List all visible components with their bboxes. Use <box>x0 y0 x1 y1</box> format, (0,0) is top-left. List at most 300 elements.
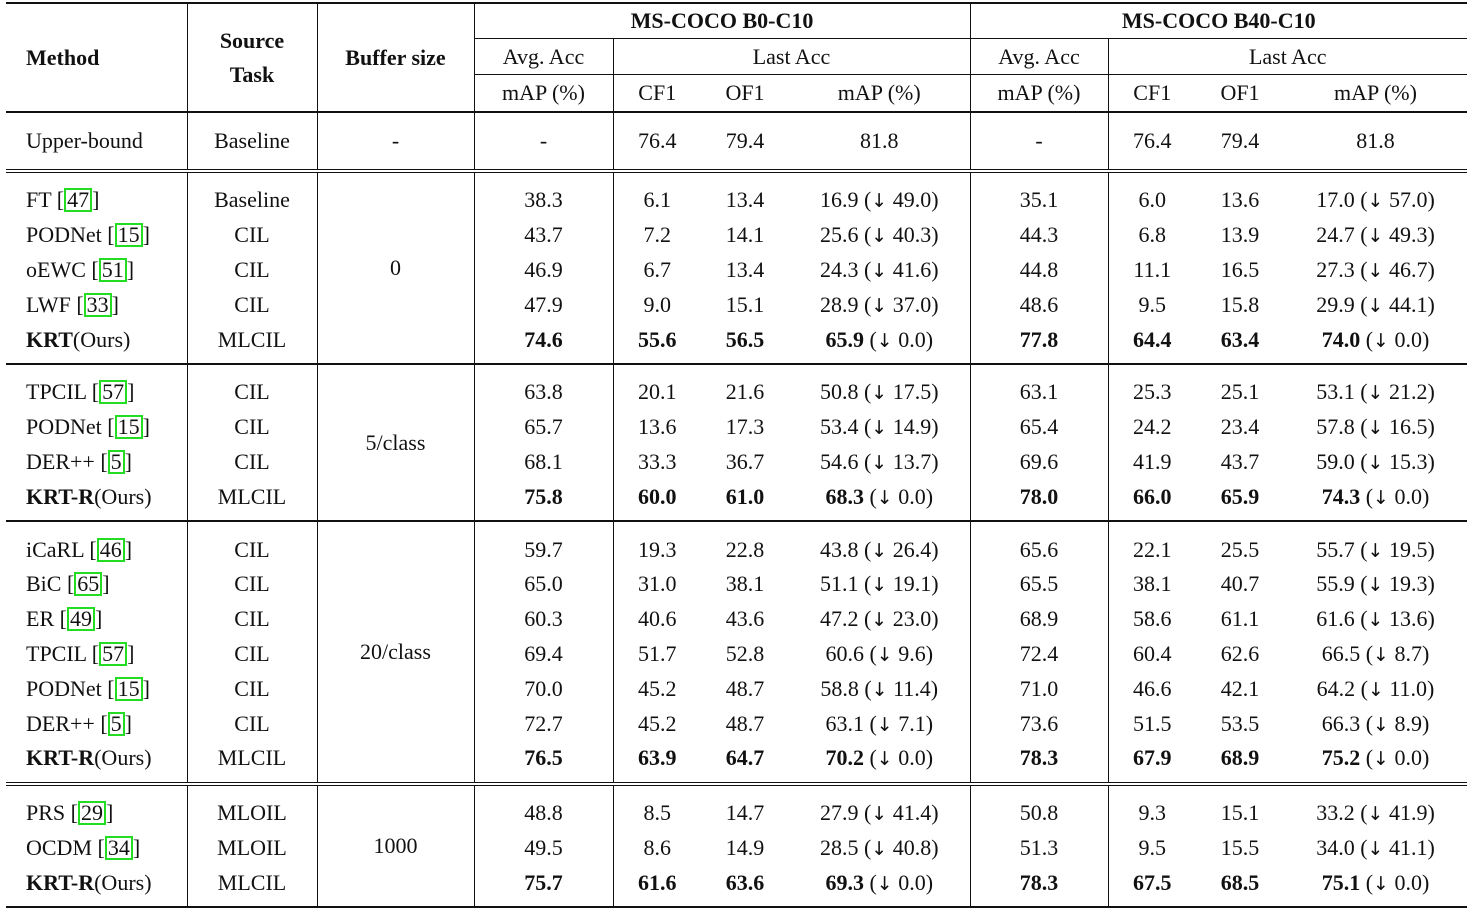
table-body <box>6 112 1467 907</box>
b40-of1-cell: 62.6 <box>1220 640 1260 666</box>
table-row <box>6 637 1467 672</box>
method-name: KRT-R <box>26 869 95 895</box>
map-value: 70.2 <box>825 745 864 771</box>
b0-of1-cell: 64.7 <box>725 745 765 771</box>
b40-cf1-cell: 25.3 <box>1108 364 1196 410</box>
down-arrow-icon: ↓ <box>876 486 893 509</box>
b0-avg-cell: 76.5 <box>474 741 613 784</box>
b40-avg-cell: 65.5 <box>970 567 1108 602</box>
method-name: FT <box>26 187 52 213</box>
b40-map-cell: 27.3 (↓ 46.7) <box>1316 256 1435 282</box>
map-value: 24.7 <box>1316 222 1355 248</box>
citation-link[interactable]: 33 <box>84 293 112 317</box>
source-cell: CIL <box>187 218 317 253</box>
down-arrow-icon: ↓ <box>871 837 888 860</box>
source-cell: CIL <box>187 637 317 672</box>
b40-map-cell: 74.0 (↓ 0.0) <box>1321 326 1430 352</box>
b40-map-cell: 66.5 (↓ 8.7) <box>1321 640 1430 666</box>
b0-of1-cell: 17.3 <box>725 414 765 440</box>
b0-of1-cell: 14.9 <box>725 834 765 860</box>
method-name: LWF <box>26 291 71 317</box>
source-cell: MLCIL <box>187 865 317 907</box>
buffer-cell: 5/class <box>317 364 474 521</box>
forgetting-drop-value: 13.7 <box>892 448 932 474</box>
table-row <box>6 479 1467 521</box>
table-row <box>6 445 1467 480</box>
down-arrow-icon: ↓ <box>876 748 893 771</box>
method-cell <box>6 865 187 907</box>
b40-cf1-cell: 6.0 <box>1108 171 1196 218</box>
table-row <box>6 410 1467 445</box>
method-cell <box>6 322 187 364</box>
method-name: DER++ <box>26 448 95 474</box>
b0-of1-cell: 14.1 <box>725 222 765 248</box>
b0-cf1-cell: 61.6 <box>613 865 701 907</box>
b40-of1-cell: 13.6 <box>1220 187 1260 213</box>
forgetting-drop-value: 40.8 <box>892 834 932 860</box>
b0-cf1-cell: 6.1 <box>613 171 701 218</box>
b0-avg-cell: 38.3 <box>474 171 613 218</box>
forgetting-drop-value: 14.9 <box>892 414 932 440</box>
b40-avg-cell: 72.4 <box>970 637 1108 672</box>
method-name: PODNet <box>26 675 102 701</box>
b40-cf1-cell: 67.9 <box>1108 741 1196 784</box>
b0-of1-cell: 56.5 <box>725 326 765 352</box>
b40-cf1-cell: 9.5 <box>1108 831 1196 866</box>
map-value: 47.2 <box>819 606 859 632</box>
b40-map-cell: 81.8 <box>1284 112 1467 171</box>
forgetting-drop-value: 57.0 <box>1388 187 1428 213</box>
b0-cf1-cell: 55.6 <box>613 322 701 364</box>
header-of1-b40: OF1 <box>1220 80 1260 105</box>
map-value: 75.2 <box>1321 745 1361 771</box>
source-cell: MLCIL <box>187 322 317 364</box>
b40-cf1-cell: 76.4 <box>1108 112 1196 171</box>
source-cell: CIL <box>187 410 317 445</box>
down-arrow-icon: ↓ <box>1367 574 1384 597</box>
b40-map-cell: 59.0 (↓ 15.3) <box>1316 448 1435 474</box>
b0-map-cell: 50.8 (↓ 17.5) <box>789 364 970 410</box>
b40-of1-cell: 16.5 <box>1220 256 1260 282</box>
b0-map-cell: 63.1 (↓ 7.1) <box>825 710 934 736</box>
down-arrow-icon: ↓ <box>871 259 888 282</box>
method-name: PODNet <box>26 222 102 248</box>
b0-of1-cell: 63.6 <box>701 865 789 907</box>
b40-map-cell: 61.6 (↓ 13.6) <box>1316 606 1435 632</box>
b0-cf1-cell: 51.7 <box>613 637 701 672</box>
source-cell: CIL <box>187 602 317 637</box>
map-value: 43.8 <box>819 536 859 562</box>
b40-map-cell: 55.9 (↓ 19.3) <box>1316 571 1435 597</box>
b0-of1-cell: 48.7 <box>725 710 765 736</box>
b40-of1-cell: 15.5 <box>1220 834 1260 860</box>
b40-cf1-cell: 64.4 <box>1108 322 1196 364</box>
down-arrow-icon: ↓ <box>876 713 893 736</box>
b0-map-cell: 69.3 (↓ 0.0) <box>789 865 970 907</box>
citation-link[interactable]: 57 <box>99 380 127 404</box>
map-value: 68.3 <box>825 483 864 509</box>
forgetting-drop-value: 17.5 <box>892 379 932 405</box>
method-cell: OCDM [ 34 ] <box>26 834 141 860</box>
b40-avg-cell: 78.3 <box>970 741 1108 784</box>
b0-avg-cell: 72.7 <box>474 706 613 741</box>
source-cell: CIL <box>187 287 317 322</box>
forgetting-drop-value: 40.3 <box>892 222 932 248</box>
citation-link[interactable]: 57 <box>99 642 127 666</box>
forgetting-drop-value: 0.0 <box>1394 326 1422 352</box>
forgetting-drop-value: 19.1 <box>892 571 932 597</box>
b40-cf1-cell: 66.0 <box>1108 479 1196 521</box>
b0-map-cell: 54.6 (↓ 13.7) <box>819 448 939 474</box>
header-of1-b0: OF1 <box>725 80 765 105</box>
header-source-task: Source Task <box>187 3 317 112</box>
map-value: 51.1 <box>819 571 859 597</box>
b40-cf1-cell: 51.5 <box>1108 706 1196 741</box>
map-value: 61.6 <box>1316 606 1355 632</box>
source-cell: Baseline <box>187 171 317 218</box>
b40-of1-cell: 25.5 <box>1196 521 1284 567</box>
forgetting-drop-value: 19.3 <box>1388 571 1428 597</box>
b40-avg-cell: 78.0 <box>970 479 1108 521</box>
map-value: 53.4 <box>819 414 859 440</box>
down-arrow-icon: ↓ <box>1367 382 1384 405</box>
down-arrow-icon: ↓ <box>871 451 888 474</box>
map-value: 57.8 <box>1316 414 1355 440</box>
source-cell: MLOIL <box>187 784 317 831</box>
b40-of1-cell: 68.5 <box>1196 865 1284 907</box>
citation-link[interactable]: 51 <box>99 258 127 282</box>
b40-avg-cell: 48.6 <box>970 287 1108 322</box>
b40-avg-cell: 71.0 <box>970 671 1108 706</box>
buffer-cell: 1000 <box>317 784 474 907</box>
down-arrow-icon: ↓ <box>871 382 888 405</box>
b0-avg-cell: 74.6 <box>474 322 613 364</box>
forgetting-drop-value: 46.7 <box>1388 256 1428 282</box>
down-arrow-icon: ↓ <box>1367 225 1384 248</box>
header-cf1-b0: CF1 <box>613 75 701 113</box>
header-last-acc-b0: Last Acc <box>613 39 970 75</box>
citation-link[interactable]: 65 <box>74 572 102 596</box>
b40-of1-cell: 23.4 <box>1220 414 1260 440</box>
forgetting-drop-value: 21.2 <box>1388 379 1428 405</box>
forgetting-drop-value: 0.0 <box>1394 869 1422 895</box>
down-arrow-icon: ↓ <box>876 643 893 666</box>
method-cell: Upper-bound <box>6 112 187 171</box>
map-value: 55.9 <box>1316 571 1355 597</box>
b0-map-cell: 27.9 (↓ 41.4) <box>789 784 970 831</box>
citation-link[interactable]: 29 <box>78 801 106 825</box>
citation-link[interactable]: 5 <box>108 450 125 474</box>
down-arrow-icon: ↓ <box>871 574 888 597</box>
b0-avg-cell: 70.0 <box>474 671 613 706</box>
forgetting-drop-value: 13.6 <box>1388 606 1428 632</box>
b40-map-cell: 34.0 (↓ 41.1) <box>1316 834 1435 860</box>
down-arrow-icon: ↓ <box>1367 803 1384 826</box>
b40-cf1-cell: 58.6 <box>1108 602 1196 637</box>
method-name: KRT <box>26 326 73 352</box>
source-cell: MLOIL <box>187 831 317 866</box>
b0-of1-cell: 13.4 <box>725 256 765 282</box>
method-cell <box>6 741 187 784</box>
b0-avg-cell: 69.4 <box>474 637 613 672</box>
b0-of1-cell: 52.8 <box>725 640 765 666</box>
down-arrow-icon: ↓ <box>1373 748 1389 771</box>
table-row <box>6 602 1467 637</box>
citation-link[interactable]: 34 <box>105 836 133 860</box>
b40-map-cell: 64.2 (↓ 11.0) <box>1316 675 1435 701</box>
b0-map-cell: 25.6 (↓ 40.3) <box>819 222 939 248</box>
method-cell: oEWC [ 51 ] <box>26 256 135 282</box>
table-row <box>6 671 1467 706</box>
method-name: OCDM <box>26 834 93 860</box>
table-row <box>6 831 1467 866</box>
b40-map-cell: 75.1 (↓ 0.0) <box>1284 865 1467 907</box>
header-buffer-size: Buffer size <box>317 3 474 112</box>
b0-of1-cell: 36.7 <box>725 448 765 474</box>
b0-map-cell: 47.2 (↓ 23.0) <box>819 606 939 632</box>
ours-label: (Ours) <box>94 869 152 895</box>
forgetting-drop-value: 9.6 <box>898 640 926 666</box>
b40-map-cell: 53.1 (↓ 21.2) <box>1284 364 1467 410</box>
forgetting-drop-value: 26.4 <box>892 536 932 562</box>
method-name: ER <box>26 606 55 632</box>
b40-of1-cell: 65.9 <box>1220 483 1260 509</box>
b40-map-cell: 29.9 (↓ 44.1) <box>1316 291 1435 317</box>
method-cell: PODNet [ 15 ] <box>26 414 150 440</box>
b0-map-cell: 65.9 (↓ 0.0) <box>825 326 934 352</box>
down-arrow-icon: ↓ <box>1373 329 1389 352</box>
b0-cf1-cell: 9.0 <box>613 287 701 322</box>
b0-map-cell: 70.2 (↓ 0.0) <box>825 745 934 771</box>
method-cell: PRS [ 29 ] <box>6 784 187 831</box>
down-arrow-icon: ↓ <box>871 678 888 701</box>
map-value: 27.3 <box>1316 256 1355 282</box>
b40-avg-cell: 65.4 <box>970 410 1108 445</box>
down-arrow-icon: ↓ <box>1373 872 1389 895</box>
b0-map-cell: 28.9 (↓ 37.0) <box>819 291 939 317</box>
b0-avg-cell: 49.5 <box>474 831 613 866</box>
b40-avg-cell: 50.8 <box>970 784 1108 831</box>
map-value: 66.3 <box>1321 710 1361 736</box>
source-cell: CIL <box>187 445 317 480</box>
table-row-upper-bound <box>6 112 1467 171</box>
map-value: 55.7 <box>1316 536 1355 562</box>
table-row <box>6 218 1467 253</box>
table-row <box>6 253 1467 288</box>
header-avg-acc-b0: Avg. Acc <box>474 39 613 75</box>
forgetting-drop-value: 7.1 <box>898 710 926 736</box>
b0-of1-cell: 61.0 <box>725 483 765 509</box>
b40-cf1-cell: 9.3 <box>1108 784 1196 831</box>
citation-link[interactable]: 47 <box>64 188 92 212</box>
source-cell: CIL <box>187 706 317 741</box>
down-arrow-icon: ↓ <box>1367 609 1384 632</box>
table-row <box>6 364 1467 410</box>
map-value: 53.1 <box>1316 379 1355 405</box>
citation-link[interactable]: 15 <box>115 677 143 701</box>
b0-cf1-cell: 45.2 <box>613 706 701 741</box>
forgetting-drop-value: 37.0 <box>892 291 932 317</box>
method-name: TPCIL <box>26 640 87 666</box>
down-arrow-icon: ↓ <box>871 294 888 317</box>
map-value: 63.1 <box>825 710 864 736</box>
map-value: 59.0 <box>1316 448 1355 474</box>
source-cell: MLCIL <box>187 741 317 784</box>
b0-map-cell: 53.4 (↓ 14.9) <box>819 414 939 440</box>
down-arrow-icon: ↓ <box>876 329 893 352</box>
method-name: PODNet <box>26 414 102 440</box>
b0-cf1-cell: 8.5 <box>613 784 701 831</box>
map-value: 75.1 <box>1321 869 1361 895</box>
b0-avg-cell: 68.1 <box>474 445 613 480</box>
method-cell: BiC [ 65 ] <box>26 571 110 597</box>
header-map-avg-b0: mAP (%) <box>474 75 613 113</box>
table-row <box>6 171 1467 218</box>
citation-link[interactable]: 15 <box>115 223 143 247</box>
b40-avg-cell: 65.6 <box>970 521 1108 567</box>
b0-avg-cell: 63.8 <box>474 364 613 410</box>
b40-cf1-cell: 11.1 <box>1108 253 1196 288</box>
map-value: 29.9 <box>1316 291 1355 317</box>
results-table <box>6 2 1467 908</box>
b40-avg-cell: 78.3 <box>970 865 1108 907</box>
buffer-cell: 20/class <box>317 521 474 784</box>
b40-of1-cell: 13.9 <box>1220 222 1260 248</box>
b40-avg-cell: 68.9 <box>970 602 1108 637</box>
b0-avg-cell: 43.7 <box>474 218 613 253</box>
b40-of1-cell: 15.8 <box>1220 291 1260 317</box>
forgetting-drop-value: 0.0 <box>898 483 926 509</box>
map-value: 74.3 <box>1321 483 1361 509</box>
citation-link[interactable]: 49 <box>67 607 95 631</box>
citation-link[interactable]: 15 <box>115 415 143 439</box>
down-arrow-icon: ↓ <box>1367 417 1384 440</box>
b40-cf1-cell: 22.1 <box>1108 521 1196 567</box>
down-arrow-icon: ↓ <box>876 872 893 895</box>
map-value: 69.3 <box>825 869 864 895</box>
b0-cf1-cell: 20.1 <box>613 364 701 410</box>
map-value: 24.3 <box>819 256 859 282</box>
map-value: 64.2 <box>1316 675 1356 701</box>
header-map-last-b40: mAP (%) <box>1334 80 1417 105</box>
b0-cf1-cell: 8.6 <box>613 831 701 866</box>
forgetting-drop-value: 41.1 <box>1388 834 1428 860</box>
table-row <box>6 322 1467 364</box>
ours-label: (Ours) <box>94 745 152 771</box>
b0-cf1-cell: 31.0 <box>613 567 701 602</box>
table-row <box>6 287 1467 322</box>
source-cell: CIL <box>187 364 317 410</box>
b0-avg-cell: 47.9 <box>474 287 613 322</box>
map-value: 28.5 <box>819 834 859 860</box>
b0-of1-cell: 14.7 <box>701 784 789 831</box>
header-avg-acc-b40: Avg. Acc <box>970 39 1108 75</box>
down-arrow-icon: ↓ <box>1367 539 1384 562</box>
b40-cf1-cell: 24.2 <box>1108 410 1196 445</box>
forgetting-drop-value: 0.0 <box>898 869 926 895</box>
b40-of1-cell: 15.1 <box>1196 784 1284 831</box>
method-cell: DER++ [ 5 ] <box>26 448 132 474</box>
citation-link[interactable]: 46 <box>97 538 125 562</box>
buffer-cell: 0 <box>317 171 474 364</box>
source-cell: CIL <box>187 521 317 567</box>
ours-label: (Ours) <box>94 483 152 509</box>
method-cell: DER++ [ 5 ] <box>26 710 132 736</box>
table-row <box>6 865 1467 907</box>
down-arrow-icon: ↓ <box>871 803 888 826</box>
forgetting-drop-value: 49.0 <box>892 187 932 213</box>
b0-of1-cell: 48.7 <box>725 675 765 701</box>
map-value: 28.9 <box>819 291 859 317</box>
b40-avg-cell: 69.6 <box>970 445 1108 480</box>
b40-avg-cell: 73.6 <box>970 706 1108 741</box>
forgetting-drop-value: 16.5 <box>1388 414 1428 440</box>
citation-link[interactable]: 5 <box>108 712 125 736</box>
method-name: PRS <box>26 800 66 826</box>
table-row <box>6 567 1467 602</box>
method-name: KRT-R <box>26 745 95 771</box>
b0-cf1-cell: 60.0 <box>613 479 701 521</box>
map-value: 16.9 <box>819 187 859 213</box>
method-cell: iCaRL [ 46 ] <box>6 521 187 567</box>
header-dataset-b0-c10: MS-COCO B0-C10 <box>474 3 970 39</box>
map-value: 54.6 <box>819 448 859 474</box>
ours-label: (Ours) <box>72 326 131 352</box>
forgetting-drop-value: 49.3 <box>1388 222 1428 248</box>
header-last-acc-b40: Last Acc <box>1108 39 1467 75</box>
b40-cf1-cell: 67.5 <box>1108 865 1196 907</box>
down-arrow-icon: ↓ <box>1373 643 1389 666</box>
source-cell: MLCIL <box>187 479 317 521</box>
b0-cf1-cell: 63.9 <box>613 741 701 784</box>
source-cell: Baseline <box>187 112 317 171</box>
method-name: oEWC <box>26 256 86 282</box>
b40-map-cell: 55.7 (↓ 19.5) <box>1284 521 1467 567</box>
b0-cf1-cell: 45.2 <box>613 671 701 706</box>
b40-of1-cell: 79.4 <box>1196 112 1284 171</box>
b0-map-cell: 16.9 (↓ 49.0) <box>819 187 939 213</box>
b0-cf1-cell: 40.6 <box>613 602 701 637</box>
b0-avg-cell: 60.3 <box>474 602 613 637</box>
b40-map-cell: 33.2 (↓ 41.9) <box>1284 784 1467 831</box>
method-name: DER++ <box>26 710 95 736</box>
map-value: 27.9 <box>819 800 859 826</box>
b0-cf1-cell: 13.6 <box>613 410 701 445</box>
forgetting-drop-value: 44.1 <box>1388 291 1428 317</box>
down-arrow-icon: ↓ <box>1367 190 1384 213</box>
b40-of1-cell: 61.1 <box>1220 606 1260 632</box>
down-arrow-icon: ↓ <box>1367 678 1384 701</box>
forgetting-drop-value: 41.4 <box>892 800 932 826</box>
map-value: 65.9 <box>825 326 864 352</box>
b0-cf1-cell: 33.3 <box>613 445 701 480</box>
forgetting-drop-value: 8.7 <box>1394 640 1422 666</box>
b0-avg-cell: 75.7 <box>474 865 613 907</box>
forgetting-drop-value: 0.0 <box>1394 745 1422 771</box>
map-value: 33.2 <box>1316 800 1355 826</box>
method-name: KRT-R <box>26 483 95 509</box>
header-map-last-b0: mAP (%) <box>837 80 921 105</box>
method-cell: PODNet [ 15 ] <box>26 222 150 248</box>
b40-of1-cell: 25.1 <box>1196 364 1284 410</box>
forgetting-drop-value: 19.5 <box>1388 536 1428 562</box>
down-arrow-icon: ↓ <box>1367 294 1384 317</box>
down-arrow-icon: ↓ <box>1367 837 1384 860</box>
method-name: iCaRL <box>26 536 84 562</box>
b0-of1-cell: 43.6 <box>725 606 765 632</box>
b40-of1-cell: 63.4 <box>1220 326 1260 352</box>
b40-map-cell: 17.0 (↓ 57.0) <box>1316 187 1435 213</box>
